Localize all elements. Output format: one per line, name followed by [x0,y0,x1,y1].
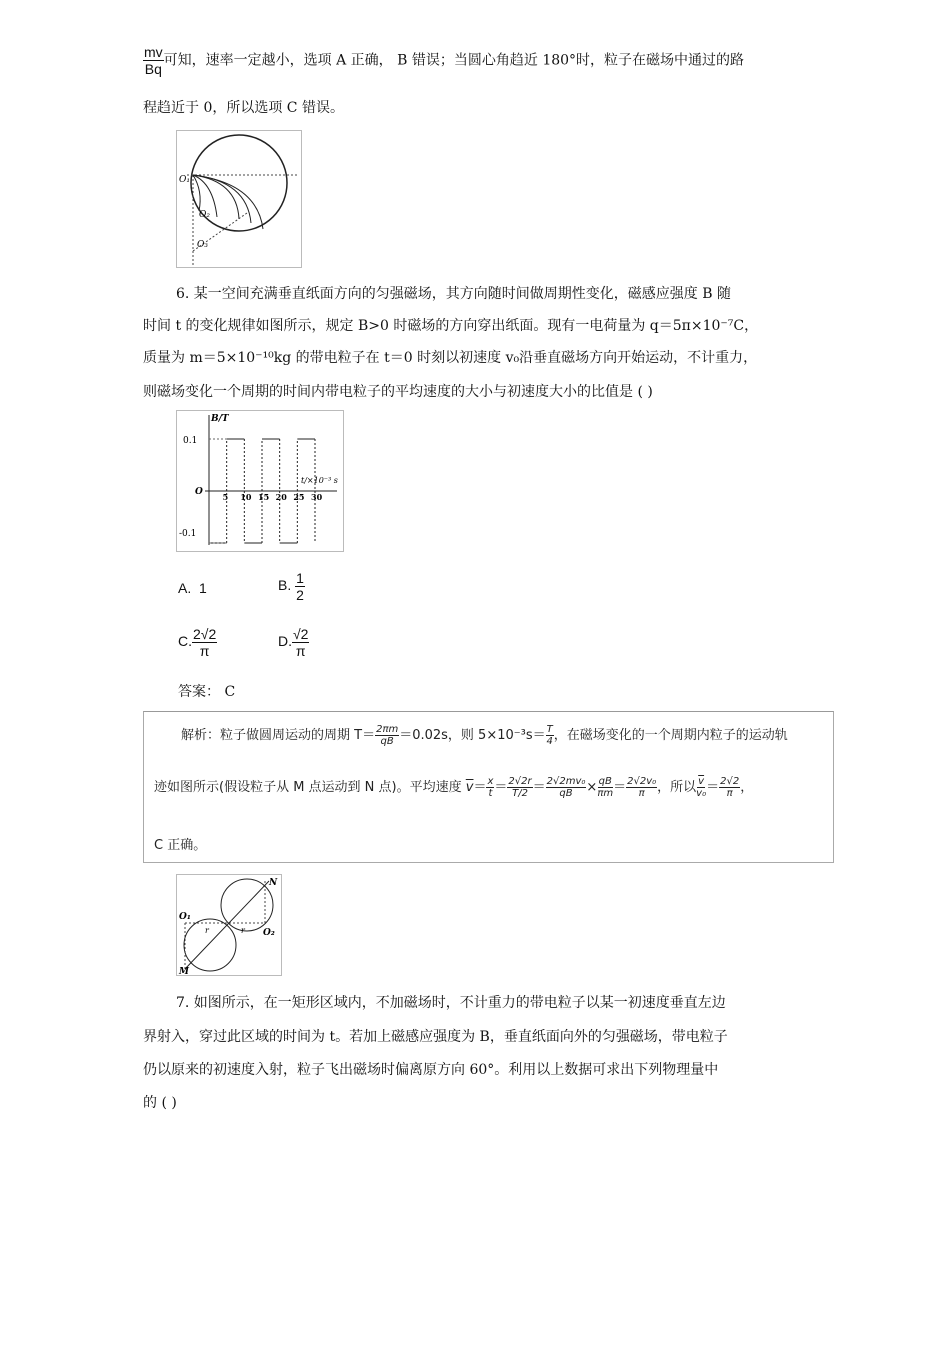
x-tick-labels [223,492,323,502]
b-t-chart-svg [177,411,343,551]
frac-mv0-qb [546,776,587,799]
figure-mn-trajectory [176,874,282,976]
frac-qb-num: qB [598,776,612,787]
q6-line-4: 则磁场变化一个周期的时间内带电粒子的平均速度的大小与初速度大小的比值是 ( ) [143,384,653,400]
analysis-line-2: 迹如图所示(假设粒子从 M 点运动到 N 点)。平均速度 $\overline{v}=$ $\frac{x}{t}$ ＝ $\frac{2√2r}{T/2}$ ＝ $\frac{\text{2√2mv₀}}{qB}$ × $\frac{qB}{\pi m}$ ＝ $\frac{\text{2√2v₀}}{\pi}$ ，所以 $\frac{\overline{v}}{\text{v₀}}$ ＝ $\frac{2√2}{\pi}$ ， [154,776,754,799]
option-b-den: 2 [296,587,304,603]
analysis-l1-text-a: 解析：粒子做圆周运动的周期 T＝ [181,728,376,743]
option-a-label: A. [178,580,192,596]
frac-qb-den: qB [559,788,573,799]
frac-pim-den: πm [597,788,614,799]
label-r-right: r [241,926,245,935]
option-c-fraction [192,626,217,659]
option-a[interactable] [178,580,207,596]
frac-2r-t2 [507,776,532,799]
x-tick-label: 25 [293,492,305,502]
mn-trajectory-svg [177,875,281,975]
frac-2r-num: 2√2r [508,776,532,787]
origin-label: O [195,487,203,497]
analysis-l1-text-c: ，在磁场变化的一个周期内粒子的运动轨 [553,728,788,743]
option-c[interactable] [178,626,217,659]
q7-line-3: 仍以原来的初速度入射，粒子飞出磁场时偏离原方向 60°。利用以上数据可求出下列物理量中 [143,1062,719,1078]
y-axis-label: B/T [211,414,229,424]
label-m: M [179,967,189,975]
continuation-line-1 [143,44,744,77]
q6-line-1: 6. 某一空间充满垂直纸面方向的匀强磁场，其方向随时间做周期性变化，磁感应强度 B 随 [176,286,731,302]
period-den: qB [380,736,394,747]
frac-qb-pim [597,776,613,799]
label-n: N [269,878,278,888]
label-o2: O₂ [199,210,210,220]
q7-line-4: 的 ( ) [143,1095,177,1111]
y-tick-positive: 0.1 [183,436,198,446]
x-axis-label: t/×10⁻³ s [301,476,338,485]
option-d-den: π [295,643,306,659]
frac-x-num: x [487,776,494,787]
analysis-box [143,711,834,863]
eq-4: ＝ [613,780,627,795]
avg-velocity-symbol: $\overline{v}$ [465,780,474,795]
q7-line-1: 7. 如图所示，在一矩形区域内，不加磁场时，不计重力的带电粒子以某一初速度垂直左边 [176,995,726,1011]
frac-v0-den: v₀ [696,788,707,799]
frac-v0-pi [626,776,657,799]
frac-result [719,776,740,799]
x-tick-label: 20 [275,492,287,502]
option-b-label: B. [278,577,292,594]
x-tick-label: 15 [258,492,270,502]
continuation-line-2: 程趋近于 0，所以选项 C 错误。 [143,100,344,116]
analysis-l2-text-a: 迹如图所示(假设粒子从 M 点运动到 N 点)。平均速度 [154,780,462,795]
analysis-l1-text-b: ＝0.02s，则 5×10⁻³s＝ [399,728,546,743]
fraction-denominator: Bq [144,61,162,77]
analysis-line-3: C 正确。 [154,838,207,853]
label-o3: O₃ [197,240,208,250]
q6-line-3: 质量为 m＝5×10⁻¹⁰kg 的带电粒子在 t＝0 时刻以初速度 v₀沿垂直磁场方向开始运动，不计重力， [143,350,758,366]
x-tick-label: 30 [311,492,323,502]
frac-pi-den: π [638,788,645,799]
analysis-l2-text-b: ，所以 [657,780,697,795]
frac-mv0-num: 2√2mv₀ [546,776,586,787]
frac-v0-num: 2√2v₀ [627,776,657,787]
frac-result-num: 2√2 [720,776,740,787]
fraction-numerator: mv [144,44,163,60]
option-d-num: √2 [293,626,309,642]
figure-b-t-chart [176,410,344,552]
eq-5: ＝ [706,780,720,795]
frac-t-den: t [488,788,493,799]
eq-1: ＝ [473,780,487,795]
label-o1: O₁ [179,912,191,922]
frac-vbar-v0 [696,776,706,799]
frac-t2-den: T/2 [512,788,528,799]
eq-3: ＝ [532,780,546,795]
period-fraction [375,724,399,747]
quarter-den: 4 [546,736,553,747]
label-o1: O₁ [179,175,190,185]
q6-line-2: 时间 t 的变化规律如图所示，规定 B>0 时磁场的方向穿出纸面。现有一电荷量为 q＝5π×10⁻⁷C， [143,318,759,334]
option-b-fraction [295,570,305,603]
option-a-value: 1 [199,580,207,596]
option-b-num: 1 [296,570,304,586]
figure-circle-trajectories [176,130,302,268]
trajectory-diagram [177,131,301,267]
frac-result-den: π [726,788,733,799]
times-sign: × [586,780,598,795]
option-c-den: π [199,643,210,659]
option-c-num: 2√2 [193,626,217,642]
analysis-line-1 [181,724,788,747]
fraction-mv-over-bq [143,44,164,77]
option-d-label: D. [278,633,292,650]
q7-line-2: 界射入，穿过此区域的时间为 t。若加上磁感应强度为 B，垂直纸面向外的匀强磁场，带电粒子 [143,1029,728,1045]
x-tick-label: 5 [222,492,229,502]
label-o2: O₂ [263,928,275,938]
option-c-label: C. [178,633,192,650]
eq-2: ＝ [494,780,508,795]
x-tick-label: 10 [240,492,252,502]
continuation-text: 可知，速率一定越小，选项 A 正确， B 错误；当圆心角趋近 180°时，粒子在磁场中通过的路 [163,52,745,69]
y-tick-negative: -0.1 [179,529,197,539]
option-b[interactable] [278,570,305,603]
quarter-fraction [546,724,554,747]
option-d-fraction [292,626,309,659]
frac-vbar-num: $\overline{v}$ [698,776,705,787]
option-d[interactable] [278,626,309,659]
answer-line: 答案： C [178,684,236,700]
label-r-left: r [205,926,209,935]
quarter-num: T [546,724,553,735]
period-num: 2πm [376,724,399,735]
